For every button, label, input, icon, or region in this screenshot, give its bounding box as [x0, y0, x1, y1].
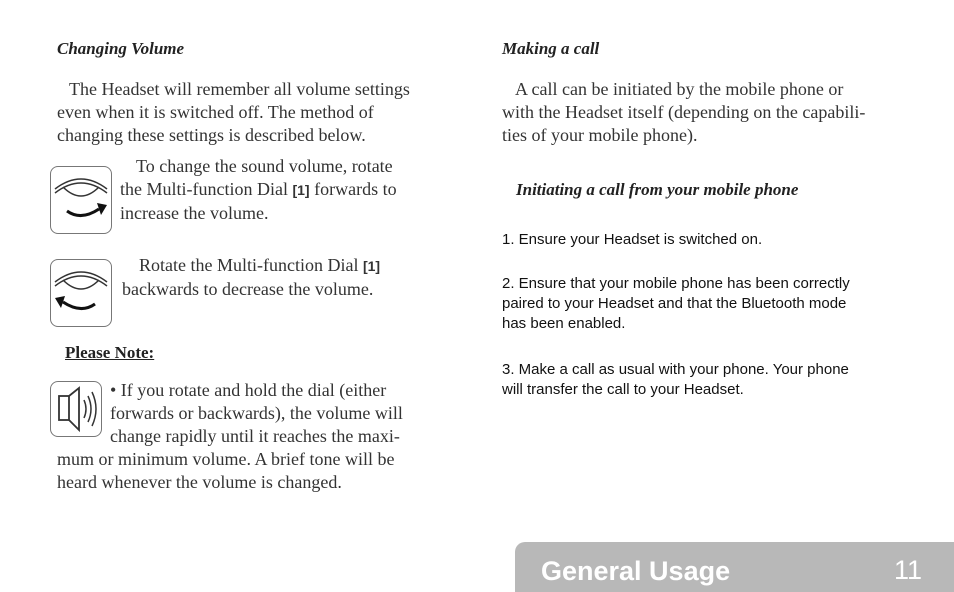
step-line: 1. Ensure your Headset is switched on.: [502, 231, 763, 248]
step-1: [502, 230, 762, 250]
note-line: change rapidly until it reaches the maxi-: [110, 426, 400, 446]
step-line: 3. Make a call as usual with your phone. Your phone: [502, 361, 849, 378]
step-line: will transfer the call to your Headset.: [502, 381, 744, 398]
forward-line: To change the sound volume, rotate: [136, 156, 393, 176]
page-number: 11: [894, 555, 923, 585]
initiating-call-subheading: Initiating a call from your mobile phone: [516, 180, 799, 199]
making-a-call-intro: [502, 78, 865, 147]
changing-volume-intro: [57, 78, 410, 147]
backward-instructions: [122, 254, 380, 301]
please-note-title: Please Note:: [65, 343, 155, 362]
intro-line: changing these settings is described below.: [57, 125, 366, 145]
step-line: paired to your Headset and that the Bluetooth mode: [502, 295, 847, 312]
forward-line: increase the volume.: [120, 203, 269, 223]
intro-line: The Headset will remember all volume settings: [69, 79, 410, 99]
note-line: • If you rotate and hold the dial (either: [110, 380, 387, 400]
intro-line: even when it is switched off. The method of: [57, 102, 374, 122]
intro-line: with the Headset itself (depending on the capabili-: [502, 102, 866, 122]
step-3: [502, 360, 849, 400]
dial-forward-icon: [50, 166, 112, 234]
backward-line: backwards to decrease the volume.: [122, 279, 374, 299]
intro-line: ties of your mobile phone).: [502, 125, 698, 145]
step-line: 2. Ensure that your mobile phone has been correctly: [502, 275, 850, 292]
note-text: [57, 379, 457, 494]
intro-line: A call can be initiated by the mobile phone or: [515, 79, 844, 99]
backward-line: Rotate the Multi-function Dial [1]: [139, 255, 381, 275]
step-2: [502, 274, 850, 334]
section-title: General Usage: [541, 556, 731, 586]
forward-instructions: [120, 155, 397, 225]
dial-backward-icon: [50, 259, 112, 327]
making-a-call-heading: Making a call: [502, 39, 600, 58]
note-line: forwards or backwards), the volume will: [110, 403, 403, 423]
note-line: mum or minimum volume. A brief tone will be: [57, 449, 395, 469]
step-line: has been enabled.: [502, 315, 626, 332]
changing-volume-heading: Changing Volume: [57, 39, 185, 58]
forward-line: the Multi-function Dial [1] forwards to: [120, 179, 397, 199]
note-line: heard whenever the volume is changed.: [57, 472, 342, 492]
